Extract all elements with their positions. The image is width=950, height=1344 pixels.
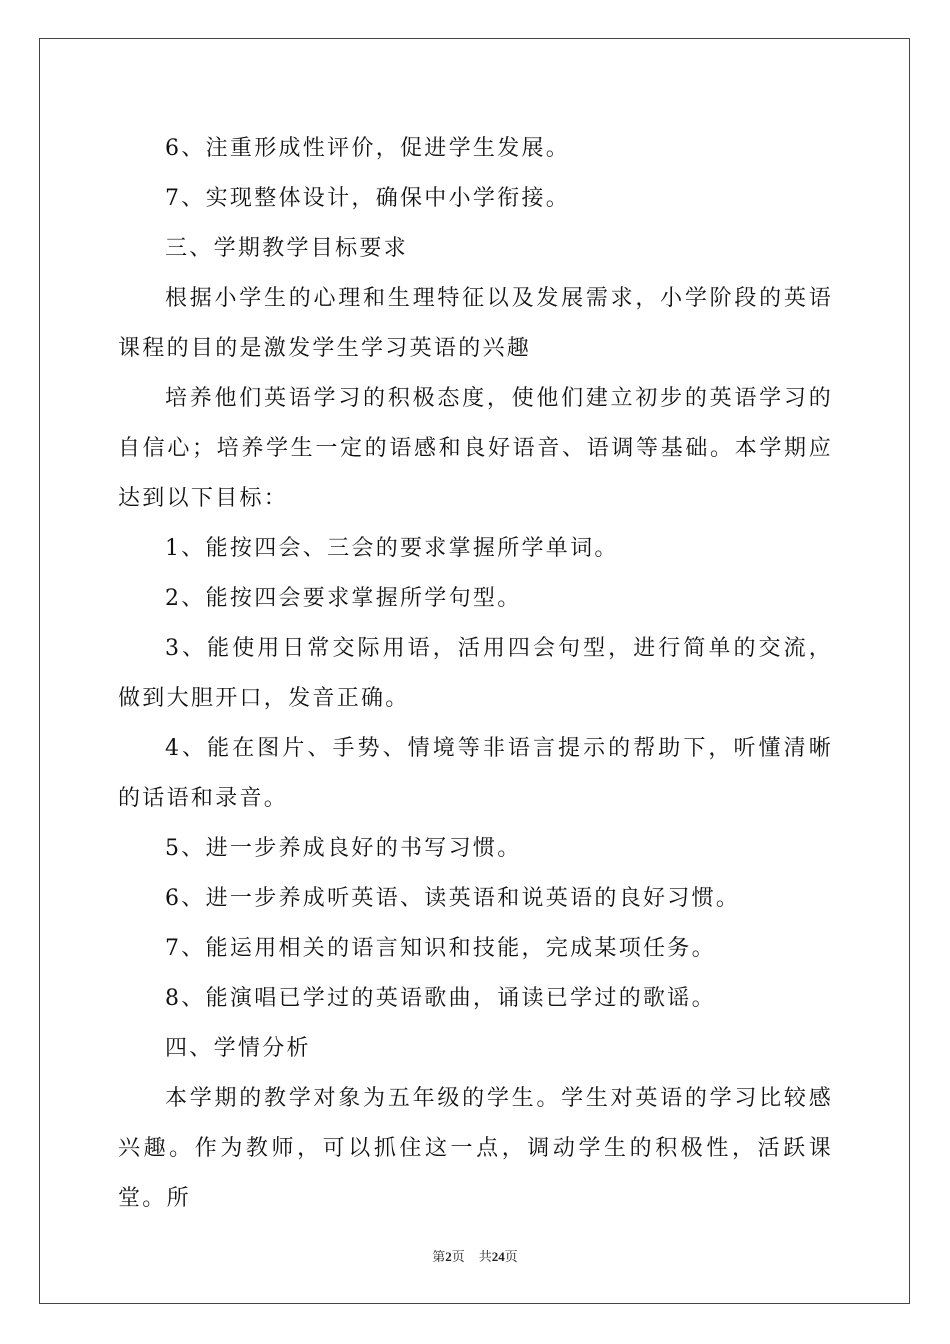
section-heading: 四、学情分析: [165, 1036, 311, 1061]
list-item: 1、能按四会、三会的要求掌握所学单词。: [165, 536, 619, 561]
total-suffix: 页: [504, 1250, 518, 1265]
page-footer: [0, 1247, 950, 1268]
page-suffix: 页: [451, 1250, 465, 1265]
section-heading: 三、学期教学目标要求: [165, 236, 409, 261]
paragraph: 6、注重形成性评价，促进学生发展。: [165, 136, 571, 161]
page-number: 2: [445, 1249, 452, 1264]
list-item: 4、能在图片、手势、情境等非语言提示的帮助下，听懂清晰的话语和录音。: [118, 736, 833, 811]
list-item: 3、能使用日常交际用语，活用四会句型，进行简单的交流，做到大胆开口，发音正确。: [118, 636, 833, 711]
paragraph: 培养他们英语学习的积极态度，使他们建立初步的英语学习的自信心；培养学生一定的语感和良好语音、语调等基础。本学期应达到以下目标：: [118, 386, 833, 511]
page-prefix: 第: [432, 1250, 446, 1265]
total-pages: 24: [491, 1249, 505, 1264]
document-body: [118, 124, 833, 1224]
list-item: 7、能运用相关的语言知识和技能，完成某项任务。: [165, 936, 716, 961]
list-item: 2、能按四会要求掌握所学句型。: [165, 586, 522, 611]
paragraph: 根据小学生的心理和生理特征以及发展需求，小学阶段的英语课程的目的是激发学生学习英语的兴趣: [118, 286, 833, 361]
total-prefix: 共: [478, 1250, 492, 1265]
paragraph: 本学期的教学对象为五年级的学生。学生对英语的学习比较感兴趣。作为教师，可以抓住这一点，调动学生的积极性，活跃课堂。所: [118, 1086, 833, 1211]
list-item: 8、能演唱已学过的英语歌曲，诵读已学过的歌谣。: [165, 986, 716, 1011]
paragraph: 7、实现整体设计，确保中小学衔接。: [165, 186, 571, 211]
list-item: 5、进一步养成良好的书写习惯。: [165, 836, 522, 861]
list-item: 6、进一步养成听英语、读英语和说英语的良好习惯。: [165, 886, 741, 911]
